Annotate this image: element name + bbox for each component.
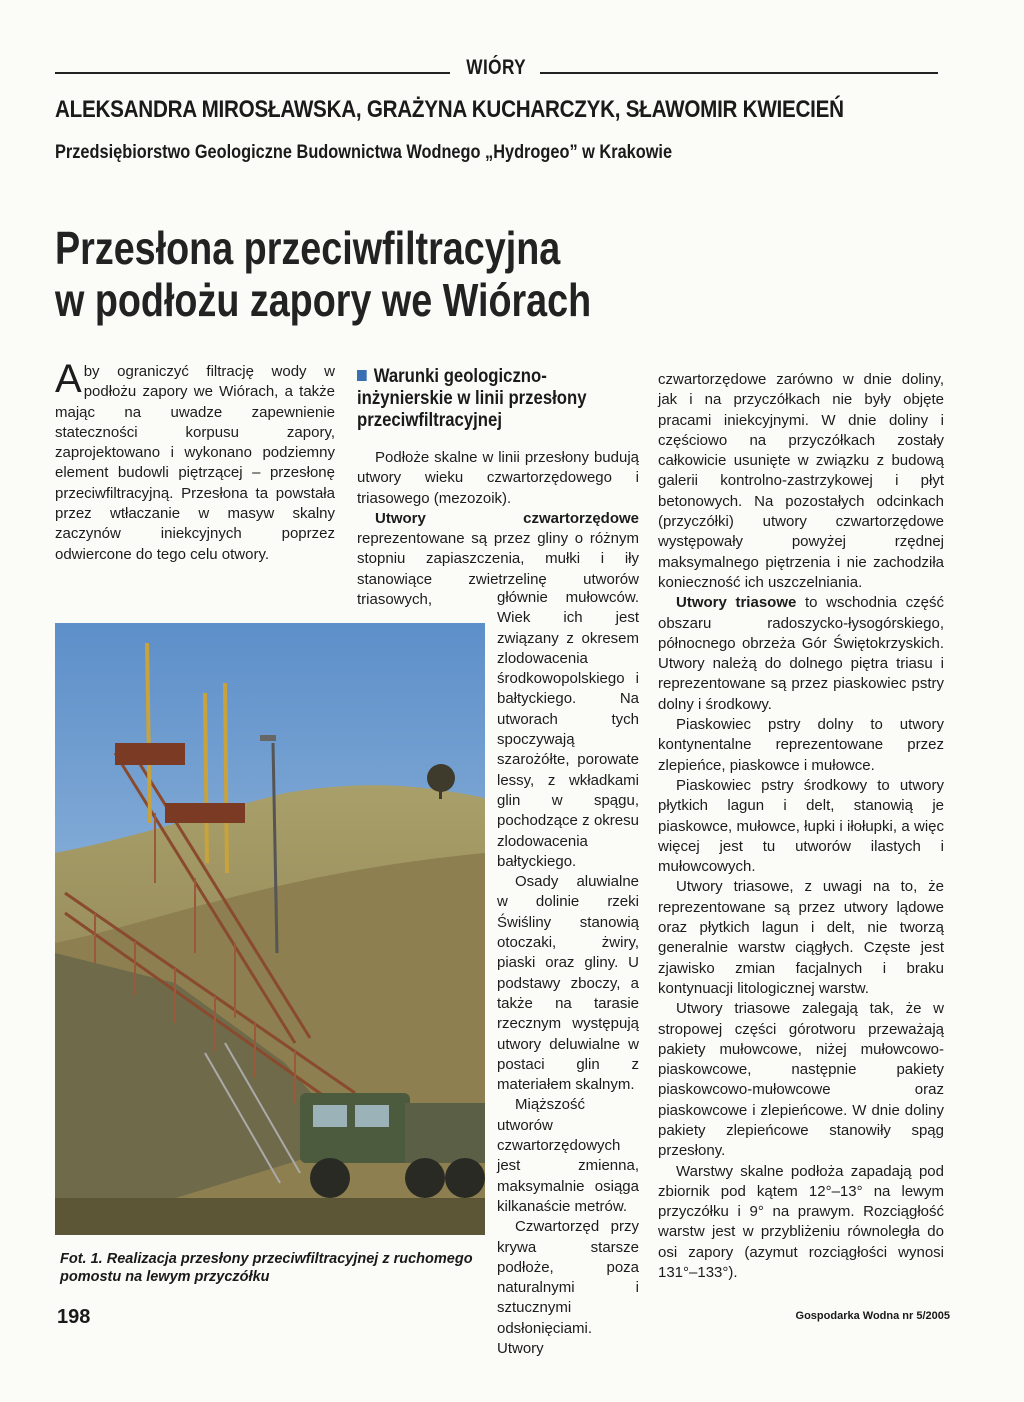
header-rule-right (540, 72, 938, 74)
col2-narrow-p1: głównie mułowców. Wiek ich jest związany z okresem zlodowacenia środkowopolskiego i bałtyckiego. Na utworach tych spoczywają szarożółte, porowate lessy, z wkładkami glin w spągu, pochodzące z okresu zlodowacenia bałtyckiego. (497, 589, 639, 870)
col3-paragraph-3: Piaskowiec pstry dolny to utwory kontynentalne reprezentowane przez zlepieńce, piaskowce i mułowce. (658, 716, 944, 774)
col3-paragraph-7: Warstwy skalne podłoża zapadają pod zbiornik pod kątem 12°–13° na lewym przyczółku i 9° na prawym. Rozciągłość warstw jest w przybliżeniu równoległa do osi zapory (azymut rozciągłości wynosi 131°–133°). (658, 1162, 944, 1282)
section-label: WIÓRY (466, 56, 527, 79)
intro-text: by ograniczyć filtrację wody w podłożu zapory we Wiórach, a także mając na uwadze zapewnienie stateczności korpusu zapory, zaprojektowano i wykonano podziemny element budowli piętrzącej – przesłonę przeciwfiltracyjną. Przesłona ta powstała przez wtłaczanie w masyw skalny zaczynów iniekcyjnych poprzez odwiercone do tego celu otwory. (55, 363, 335, 563)
section-bullet-icon (357, 370, 367, 381)
figure-photo (55, 623, 485, 1235)
column-2-top (357, 448, 639, 610)
quaternary-term: Utwory czwartorzędowe (375, 509, 639, 527)
col2-paragraph-1: Podłoże skalne w linii przesłony budują utwory wieku czwartorzędowego i triasowego (mezozoik). (357, 449, 639, 507)
title-line-2: w podłożu zapory we Wiórach (55, 274, 592, 326)
col3-paragraph-5: Utwory triasowe, z uwagi na to, że reprezentowane są przez utwory lądowe oraz płytkich lagun i delt, nie tworzą generalnie warstw ciągłych. Częste jest zjawisko zmian facjalnych i braku kontynuacji litologicznej warstw. (658, 878, 944, 997)
article-title (55, 222, 793, 326)
triassic-term: Utwory triasowe (676, 594, 797, 612)
col2-narrow-p4: Czwartorzęd przy krywa starsze podłoże, poza naturalnymi i sztucznymi odsłonięciami. Utwory (497, 1218, 639, 1357)
column-2-narrow (497, 588, 639, 1359)
col2-narrow-p3: Miąższość utworów czwartorzędowych jest zmienna, maksymalnie osiąga kilkanaście metrów. (497, 1096, 639, 1215)
figure-caption: Fot. 1. Realizacja przesłony przeciwfiltracyjnej z ruchomego pomostu na lewym przyczółku (60, 1251, 473, 1285)
title-line-1: Przesłona przeciwfiltracyjna (55, 222, 561, 274)
col3-p2-rest: to wschodnia część obszaru radoszycko-łysogórskiego, północnego obrzeża Gór Świętokrzyskich. Utwory należą do dolnego piętra triasu i reprezentowane są przez piaskowiec pstry dolny i środkowy. (658, 594, 944, 713)
col3-paragraph-1: czwartorzędowe zarówno w dnie doliny, jak i na przyczółkach nie były objęte pracami iniekcyjnymi. W dnie doliny i częściowo na przyczółkach zostały całkowicie usunięte w związku z budową galerii kontrolno-zastrzykowej i płyt betonowych. Na pozostałych odcinkach (przyczółki) utwory czwartorzędowe występowały powyżej rzędnej maksymalnego piętrzenia i nie zachodziła konieczność ich uszczelniania. (658, 371, 944, 591)
journal-name: Gospodarka Wodna nr 5/2005 (795, 1310, 950, 1322)
authors: ALEKSANDRA MIROSŁAWSKA, GRAŻYNA KUCHARCZYK, SŁAWOMIR KWIECIEŃ (55, 96, 844, 123)
col2-p2-rest: reprezentowane są przez gliny o różnym stopniu zapiaszczenia, mułki i iły stanowiące zwietrzelinę utworów triasowych, (357, 530, 639, 609)
col3-paragraph-6: Utwory triasowe zalegają tak, że w stropowej części górotworu przeważają pakiety mułowcowe, niżej mułowcowo-piaskowcowe, następnie pakiety piaskowcowo-mułowcowe oraz piaskowcowe i zlepieńcowe. W dnie doliny pakiety zlepieńcowe stanowiły spąg przesłony. (658, 1000, 944, 1160)
affiliation: Przedsiębiorstwo Geologiczne Budownictwa Wodnego „Hydrogeo” w Krakowie (55, 142, 673, 163)
construction-site-illustration (55, 623, 485, 1235)
section-heading-text: Warunki geologiczno-inżynierskie w linii przesłony przeciwfiltracyjnej (357, 366, 587, 431)
col3-paragraph-4: Piaskowiec pstry środkowy to utwory płytkich lagun i delt, stanowią je piaskowce, mułowce, łupki i iłołupki, a więc więcej jest tu utworów ilastych i mułowcowych. (658, 776, 944, 876)
intro-paragraph (55, 357, 335, 565)
header-rule-left (55, 72, 450, 74)
drop-cap: A (55, 357, 82, 401)
page-number: 198 (57, 1306, 91, 1328)
col3-paragraph-2 (658, 593, 944, 715)
column-3 (658, 370, 944, 1283)
col2-narrow-p2: Osady aluwialne w dolinie rzeki Świśliny stanowią otoczaki, żwiry, piaski oraz gliny. U podstawy zboczy, a także na tarasie rzecznym występują utwory deluwialne w postaci glin z materiałem skalnym. (497, 873, 639, 1094)
section-heading (357, 366, 605, 432)
